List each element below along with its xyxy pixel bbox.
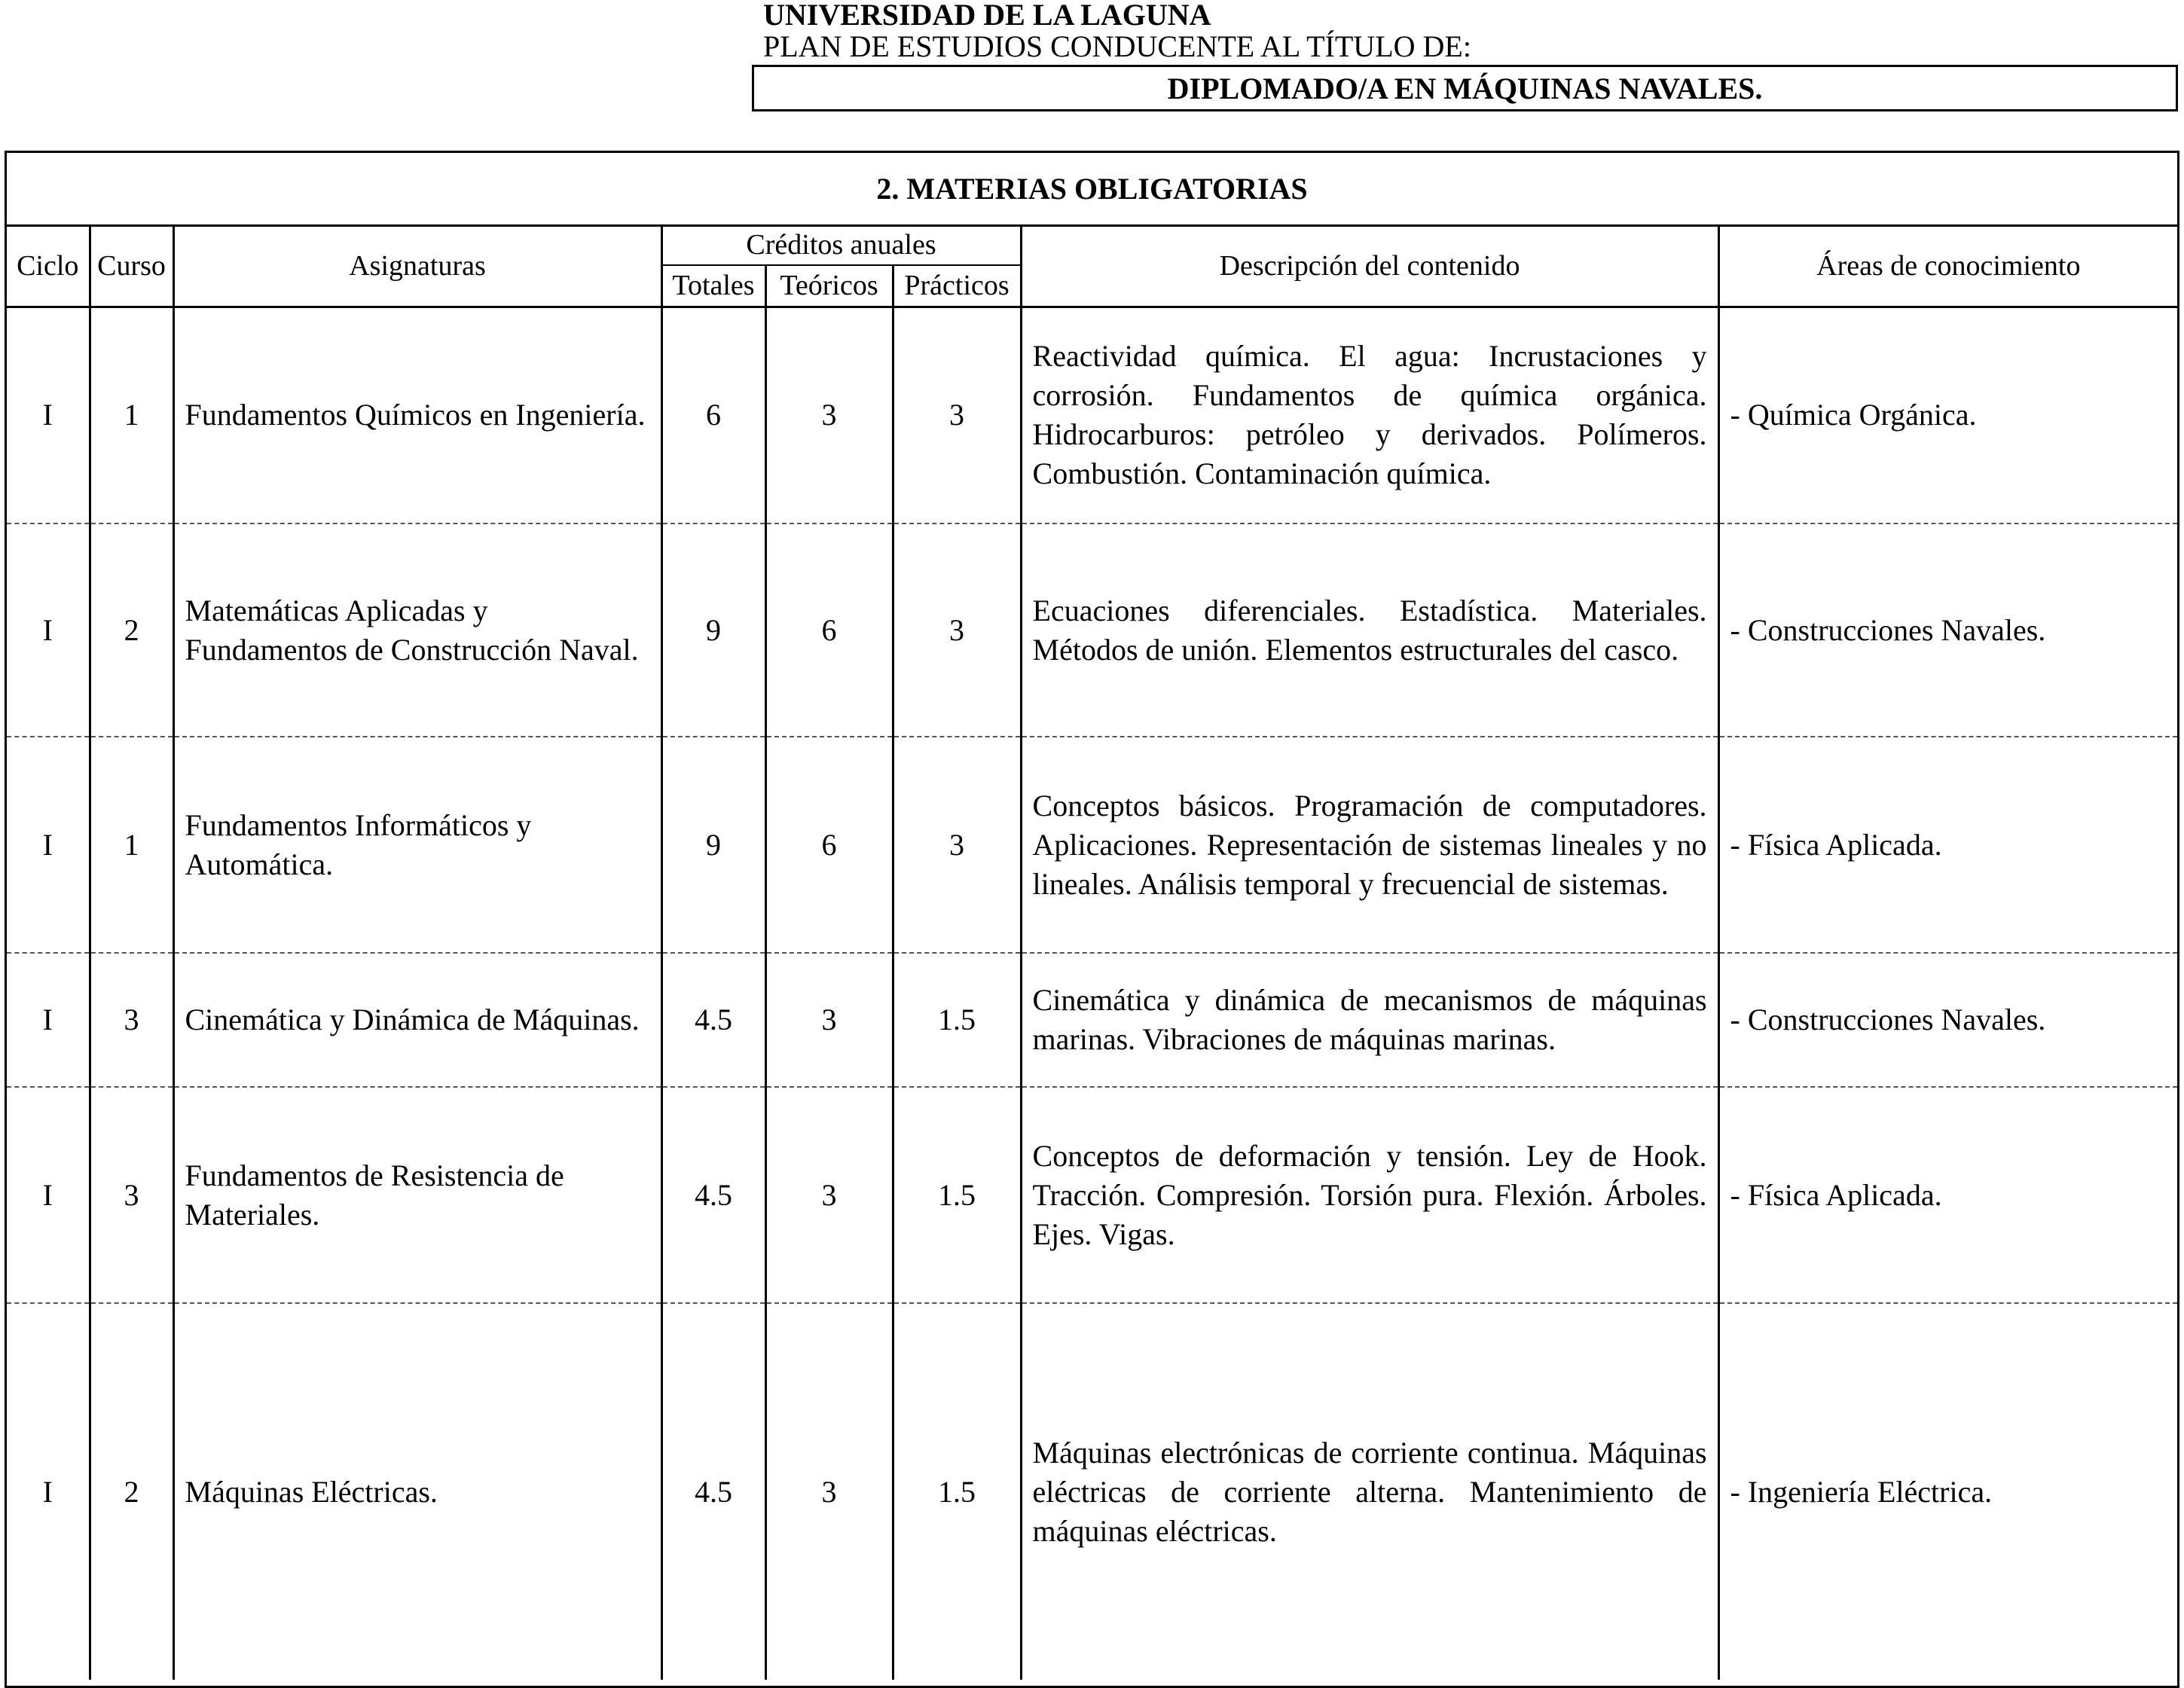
- cell-asignatura: Fundamentos Informáticos y Automática.: [173, 737, 661, 953]
- section-title: 2. MATERIAS OBLIGATORIAS: [7, 153, 2177, 227]
- col-header-curso: Curso: [90, 227, 173, 307]
- cell-practicos: 1.5: [893, 1087, 1021, 1303]
- cell-descripcion: Conceptos básicos. Programación de computadores. Aplicaciones. Representación de sistemas lineales y no lineales. Análisis temporal y frecuencial de sistemas.: [1021, 737, 1718, 953]
- cell-descripcion: Cinemática y dinámica de mecanismos de máquinas marinas. Vibraciones de máquinas marinas.: [1021, 953, 1718, 1087]
- table-row: [7, 737, 2177, 953]
- cell-area: - Física Aplicada.: [1718, 737, 2177, 953]
- cell-teoricos: 3: [765, 1087, 893, 1303]
- cell-asignatura: Máquinas Eléctricas.: [173, 1303, 661, 1680]
- cell-totales: 4.5: [661, 1303, 765, 1680]
- cell-curso: 1: [90, 737, 173, 953]
- cell-curso: 3: [90, 1087, 173, 1303]
- cell-area: - Construcciones Navales.: [1718, 953, 2177, 1087]
- col-header-ciclo: Ciclo: [7, 227, 90, 307]
- cell-descripcion: Ecuaciones diferenciales. Estadística. Materiales. Métodos de unión. Elementos estructurales del casco.: [1021, 523, 1718, 737]
- cell-ciclo: I: [7, 523, 90, 737]
- university-name: UNIVERSIDAD DE LA LAGUNA: [763, 0, 1211, 32]
- col-header-asignaturas: Asignaturas: [173, 227, 661, 307]
- cell-totales: 6: [661, 307, 765, 523]
- table-row: [7, 307, 2177, 523]
- table-row: [7, 1303, 2177, 1680]
- cell-teoricos: 3: [765, 1303, 893, 1680]
- cell-totales: 9: [661, 523, 765, 737]
- table-row: [7, 523, 2177, 737]
- cell-ciclo: I: [7, 737, 90, 953]
- cell-practicos: 3: [893, 523, 1021, 737]
- cell-curso: 2: [90, 1303, 173, 1680]
- degree-title: DIPLOMADO/A EN MÁQUINAS NAVALES.: [1167, 71, 1763, 105]
- col-header-areas: Áreas de conocimiento: [1718, 227, 2177, 307]
- table-row: [7, 1087, 2177, 1303]
- subjects-table: [7, 227, 2177, 1680]
- cell-practicos: 1.5: [893, 953, 1021, 1087]
- col-header-descripcion: Descripción del contenido: [1021, 227, 1718, 307]
- table-row: [7, 953, 2177, 1087]
- cell-area: - Ingeniería Eléctrica.: [1718, 1303, 2177, 1680]
- cell-descripcion: Conceptos de deformación y tensión. Ley de Hook. Tracción. Compresión. Torsión pura. Flexión. Árboles. Ejes. Vigas.: [1021, 1087, 1718, 1303]
- cell-ciclo: I: [7, 1087, 90, 1303]
- cell-totales: 4.5: [661, 953, 765, 1087]
- cell-asignatura: Fundamentos de Resistencia de Materiales.: [173, 1087, 661, 1303]
- cell-totales: 4.5: [661, 1087, 765, 1303]
- cell-ciclo: I: [7, 953, 90, 1087]
- cell-teoricos: 6: [765, 523, 893, 737]
- cell-teoricos: 6: [765, 737, 893, 953]
- subjects-frame: [5, 151, 2179, 1688]
- cell-practicos: 1.5: [893, 1303, 1021, 1680]
- cell-asignatura: Matemáticas Aplicadas y Fundamentos de Construcción Naval.: [173, 523, 661, 737]
- cell-area: - Química Orgánica.: [1718, 307, 2177, 523]
- col-header-practicos: Prácticos: [893, 265, 1021, 307]
- cell-descripcion: Máquinas electrónicas de corriente continua. Máquinas eléctricas de corriente alterna. Mantenimiento de máquinas eléctricas.: [1021, 1303, 1718, 1680]
- cell-practicos: 3: [893, 307, 1021, 523]
- cell-ciclo: I: [7, 1303, 90, 1680]
- col-header-totales: Totales: [661, 265, 765, 307]
- cell-asignatura: Cinemática y Dinámica de Máquinas.: [173, 953, 661, 1087]
- cell-curso: 1: [90, 307, 173, 523]
- cell-totales: 9: [661, 737, 765, 953]
- cell-curso: 2: [90, 523, 173, 737]
- plan-line: PLAN DE ESTUDIOS CONDUCENTE AL TÍTULO DE:: [763, 29, 1471, 63]
- cell-curso: 3: [90, 953, 173, 1087]
- col-header-teoricos: Teóricos: [765, 265, 893, 307]
- cell-practicos: 3: [893, 737, 1021, 953]
- cell-teoricos: 3: [765, 307, 893, 523]
- degree-title-box: [752, 65, 2178, 111]
- table-header: [7, 227, 2177, 307]
- cell-area: - Física Aplicada.: [1718, 1087, 2177, 1303]
- cell-descripcion: Reactividad química. El agua: Incrustaciones y corrosión. Fundamentos de química orgánica. Hidrocarburos: petróleo y derivados. Polímeros. Combustión. Contaminación química.: [1021, 307, 1718, 523]
- cell-teoricos: 3: [765, 953, 893, 1087]
- col-header-creditos: Créditos anuales: [661, 227, 1021, 265]
- cell-asignatura: Fundamentos Químicos en Ingeniería.: [173, 307, 661, 523]
- cell-area: - Construcciones Navales.: [1718, 523, 2177, 737]
- cell-ciclo: I: [7, 307, 90, 523]
